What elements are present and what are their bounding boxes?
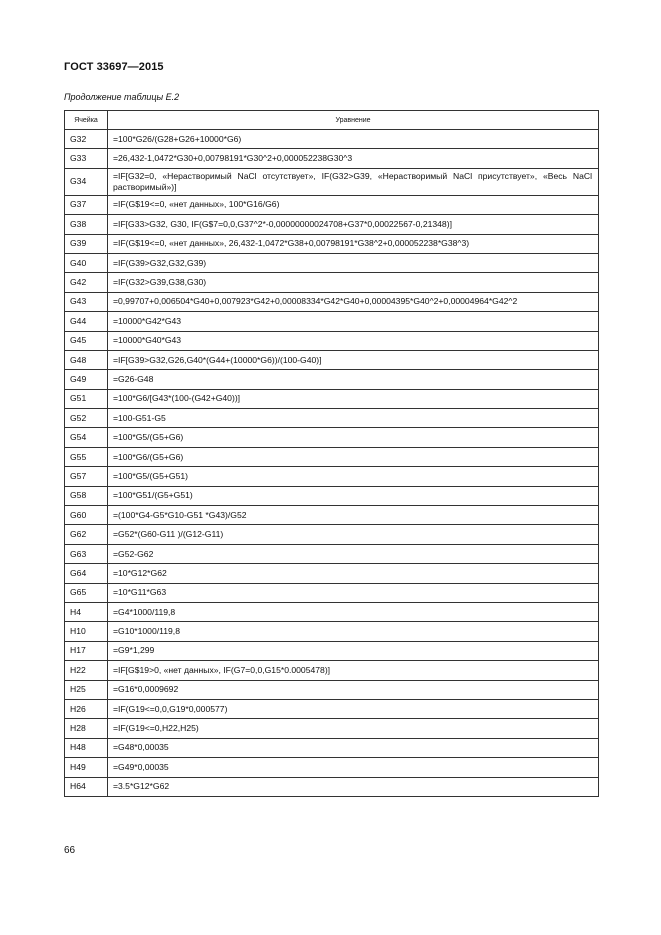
cell-formula: =G52*(G60-G11 )/(G12-G11)	[108, 525, 599, 544]
cell-formula: =IF[G39>G32,G26,G40*(G44+(10000*G6))/(100-G40)]	[108, 350, 599, 369]
cell-formula: =G26-G48	[108, 370, 599, 389]
cell-id: G57	[65, 467, 108, 486]
cell-id: H25	[65, 680, 108, 699]
table-row	[65, 195, 599, 214]
cell-id: G39	[65, 234, 108, 253]
cell-formula: =G9*1,299	[108, 641, 599, 660]
cell-id: G54	[65, 428, 108, 447]
cell-formula: =10000*G40*G43	[108, 331, 599, 350]
cell-formula: =100*G6/[G43*(100-(G42+G40))]	[108, 389, 599, 408]
cell-id: G44	[65, 312, 108, 331]
cell-formula: =IF(G39>G32,G32,G39)	[108, 253, 599, 272]
table-row	[65, 564, 599, 583]
table-row	[65, 149, 599, 168]
table-row	[65, 486, 599, 505]
cell-formula: =G49*0,00035	[108, 758, 599, 777]
cell-id: G65	[65, 583, 108, 602]
table-row	[65, 467, 599, 486]
cell-id: G49	[65, 370, 108, 389]
cell-id: G58	[65, 486, 108, 505]
cell-id: G45	[65, 331, 108, 350]
cell-formula: =IF[G32=0, «Нерастворимый NaCl отсутствует», IF(G32>G39, «Нерастворимый NaCl присутствует», «Весь NaCl растворимый»)]	[108, 168, 599, 195]
table-row	[65, 699, 599, 718]
cell-id: H48	[65, 738, 108, 757]
table-row	[65, 602, 599, 621]
cell-id: H26	[65, 699, 108, 718]
cell-formula: =IF(G$19<=0, «нет данных», 100*G16/G6)	[108, 195, 599, 214]
cell-formula: =10000*G42*G43	[108, 312, 599, 331]
document-title: ГОСТ 33697—2015	[64, 61, 164, 73]
table-row	[65, 622, 599, 641]
cell-formula: =100*G6/(G5+G6)	[108, 447, 599, 466]
table-row	[65, 680, 599, 699]
table-row	[65, 389, 599, 408]
table-row	[65, 273, 599, 292]
page-number: 66	[64, 845, 76, 856]
table-row	[65, 544, 599, 563]
cell-id: H64	[65, 777, 108, 796]
cell-formula: =10*G12*G62	[108, 564, 599, 583]
table-row	[65, 777, 599, 796]
cell-id: G40	[65, 253, 108, 272]
cell-id: H22	[65, 661, 108, 680]
cell-id: G37	[65, 195, 108, 214]
cell-id: G64	[65, 564, 108, 583]
table-body	[65, 130, 599, 797]
cell-formula: =0,99707+0,006504*G40+0,007923*G42+0,00008334*G42*G40+0,00004395*G40^2+0,00004964*G42^2	[108, 292, 599, 311]
cell-formula: =26,432-1,0472*G30+0,00798191*G30^2+0,000052238G30^3	[108, 149, 599, 168]
cell-id: H28	[65, 719, 108, 738]
cell-id: G33	[65, 149, 108, 168]
table-row	[65, 738, 599, 757]
table-row	[65, 409, 599, 428]
cell-id: H49	[65, 758, 108, 777]
column-header-cell: Ячейка	[65, 111, 108, 130]
cell-id: G43	[65, 292, 108, 311]
table-row	[65, 350, 599, 369]
cell-id: G34	[65, 168, 108, 195]
cell-formula: =G10*1000/119,8	[108, 622, 599, 641]
table-row	[65, 168, 599, 195]
table-row	[65, 506, 599, 525]
table-row	[65, 447, 599, 466]
table-header-row	[65, 111, 599, 130]
table-row	[65, 583, 599, 602]
cell-id: G38	[65, 215, 108, 234]
cell-formula: =IF(G19<=0,0,G19*0,000577)	[108, 699, 599, 718]
table-row	[65, 312, 599, 331]
cell-formula: =G16*0,0009692	[108, 680, 599, 699]
cell-formula: =IF[G$19>0, «нет данных», IF(G7=0,0,G15*0.0005478)]	[108, 661, 599, 680]
cell-formula: =IF(G19<=0,H22,H25)	[108, 719, 599, 738]
cell-id: G51	[65, 389, 108, 408]
cell-formula: =(100*G4-G5*G10-G51 *G43)/G52	[108, 506, 599, 525]
cell-formula: =3.5*G12*G62	[108, 777, 599, 796]
cell-formula: =IF(G$19<=0, «нет данных», 26,432-1,0472*G38+0,00798191*G38^2+0,000052238*G38^3)	[108, 234, 599, 253]
table-row	[65, 661, 599, 680]
table-row	[65, 370, 599, 389]
cell-formula: =G52-G62	[108, 544, 599, 563]
table-row	[65, 758, 599, 777]
cell-id: H17	[65, 641, 108, 660]
cell-id: G32	[65, 130, 108, 149]
column-header-equation: Уравнение	[108, 111, 599, 130]
cell-id: G63	[65, 544, 108, 563]
cell-formula: =100*G5/(G5+G51)	[108, 467, 599, 486]
table-caption: Продолжение таблицы Е.2	[64, 92, 180, 102]
table-row	[65, 525, 599, 544]
cell-formula: =100-G51-G5	[108, 409, 599, 428]
cell-formula: =G48*0,00035	[108, 738, 599, 757]
table-row	[65, 641, 599, 660]
cell-id: G52	[65, 409, 108, 428]
equations-table	[64, 110, 599, 797]
table-row	[65, 215, 599, 234]
table-row	[65, 292, 599, 311]
cell-formula: =G4*1000/119,8	[108, 602, 599, 621]
table-row	[65, 428, 599, 447]
cell-id: G48	[65, 350, 108, 369]
cell-id: G60	[65, 506, 108, 525]
cell-id: H4	[65, 602, 108, 621]
cell-formula: =IF[G33>G32, G30, IF(G$7=0,0,G37^2*-0,00000000024708+G37*0,00022567-0,21348)]	[108, 215, 599, 234]
cell-formula: =100*G5/(G5+G6)	[108, 428, 599, 447]
cell-id: G42	[65, 273, 108, 292]
table-row	[65, 130, 599, 149]
cell-formula: =100*G51/(G5+G51)	[108, 486, 599, 505]
cell-formula: =10*G11*G63	[108, 583, 599, 602]
table-row	[65, 331, 599, 350]
table-row	[65, 719, 599, 738]
cell-id: G62	[65, 525, 108, 544]
cell-id: G55	[65, 447, 108, 466]
table-row	[65, 234, 599, 253]
cell-formula: =IF(G32>G39,G38,G30)	[108, 273, 599, 292]
table-row	[65, 253, 599, 272]
cell-formula: =100*G26/(G28+G26+10000*G6)	[108, 130, 599, 149]
cell-id: H10	[65, 622, 108, 641]
